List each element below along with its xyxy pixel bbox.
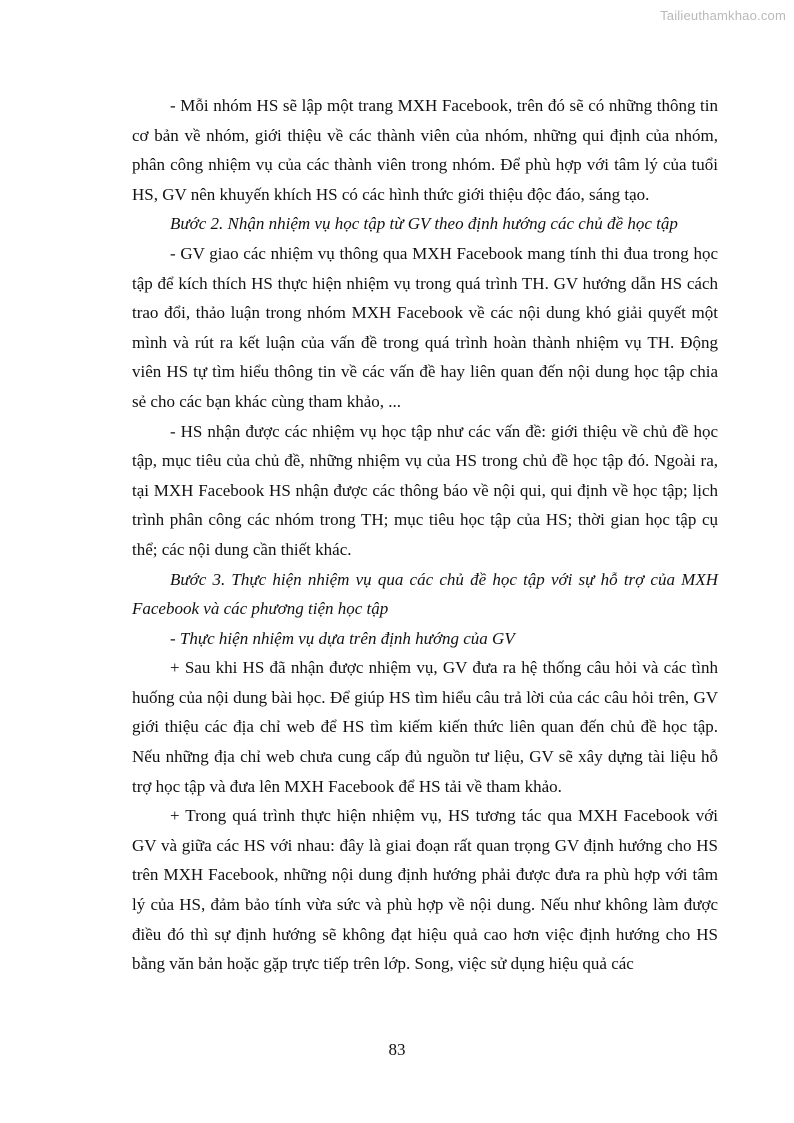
paragraph-interaction: + Trong quá trình thực hiện nhiệm vụ, HS tương tác qua MXH Facebook với GV và giữa các HS với nhau: đây là giai đoạn rất quan trọng GV định hướng cho HS trên MXH Facebook, những nội dung định hướng phải được đưa ra phù hợp với tâm lý của HS, đảm bảo tính vừa sức và phù hợp về nội dung. Nếu như không làm được điều đó thì sự định hướng sẽ không đạt hiệu quả cao hơn việc định hướng cho HS bằng văn bản hoặc gặp trực tiếp trên lớp. Song, việc sử dụng hiệu quả các bbox=[132, 806, 718, 974]
heading-step-2: Bước 2. Nhận nhiệm vụ học tập từ GV theo định hướng các chủ đề học tập bbox=[170, 214, 678, 234]
paragraph-gv-tasks: - GV giao các nhiệm vụ thông qua MXH Facebook mang tính thi đua trong học tập để kích thích HS thực hiện nhiệm vụ trong quá trình TH. GV hướng dẫn HS cách trao đổi, thảo luận trong nhóm MXH Facebook về các nội dung khó giải quyết một mình và rút ra kết luận của vấn đề trong quá trình hoàn thành nhiệm vụ TH. Động viên HS tự tìm hiểu thông tin về các vấn đề hay liên quan đến nội dung học tập chia sẻ cho các bạn khác cùng tham khảo, ... bbox=[132, 243, 718, 411]
paragraph-questions-system: + Sau khi HS đã nhận được nhiệm vụ, GV đưa ra hệ thống câu hỏi và các tình huống của nội dung bài học. Để giúp HS tìm hiểu câu trả lời của các câu hỏi trên, GV giới thiệu các địa chỉ web để HS tìm kiếm kiến thức liên quan đến chủ đề học tập. Nếu những địa chỉ web chưa cung cấp đủ nguồn tư liệu, GV sẽ xây dựng tài liệu hỗ trợ học tập và đưa lên MXH Facebook để HS tải về tham khảo. bbox=[132, 658, 718, 796]
document-body bbox=[132, 91, 718, 979]
heading-step-3: Bước 3. Thực hiện nhiệm vụ qua các chủ đề học tập với sự hỗ trợ của MXH Facebook và các phương tiện học tập bbox=[132, 569, 718, 619]
paragraph-group-intro: - Mỗi nhóm HS sẽ lập một trang MXH Facebook, trên đó sẽ có những thông tin cơ bản về nhóm, giới thiệu về các thành viên của nhóm, những qui định của nhóm, phân công nhiệm vụ của các thành viên trong nhóm. Để phù hợp với tâm lý của tuổi HS, GV nên khuyến khích HS có các hình thức giới thiệu độc đáo, sáng tạo. bbox=[132, 96, 718, 204]
page-number: 83 bbox=[388, 1040, 406, 1059]
paragraph-hs-tasks: - HS nhận được các nhiệm vụ học tập như các vấn đề: giới thiệu về chủ đề học tập, mục tiêu của chủ đề, những nhiệm vụ của HS trong chủ đề học tập đó. Ngoài ra, tại MXH Facebook HS nhận được các thông báo về nội qui, qui định về học tập; lịch trình phân công các nhóm trong TH; mục tiêu học tập của HS; thời gian học tập cụ thể; các nội dung cần thiết khác. bbox=[132, 421, 718, 559]
watermark: Tailieuthamkhao.com bbox=[660, 8, 786, 23]
subheading-perform-tasks: - Thực hiện nhiệm vụ dựa trên định hướng của GV bbox=[170, 628, 515, 648]
